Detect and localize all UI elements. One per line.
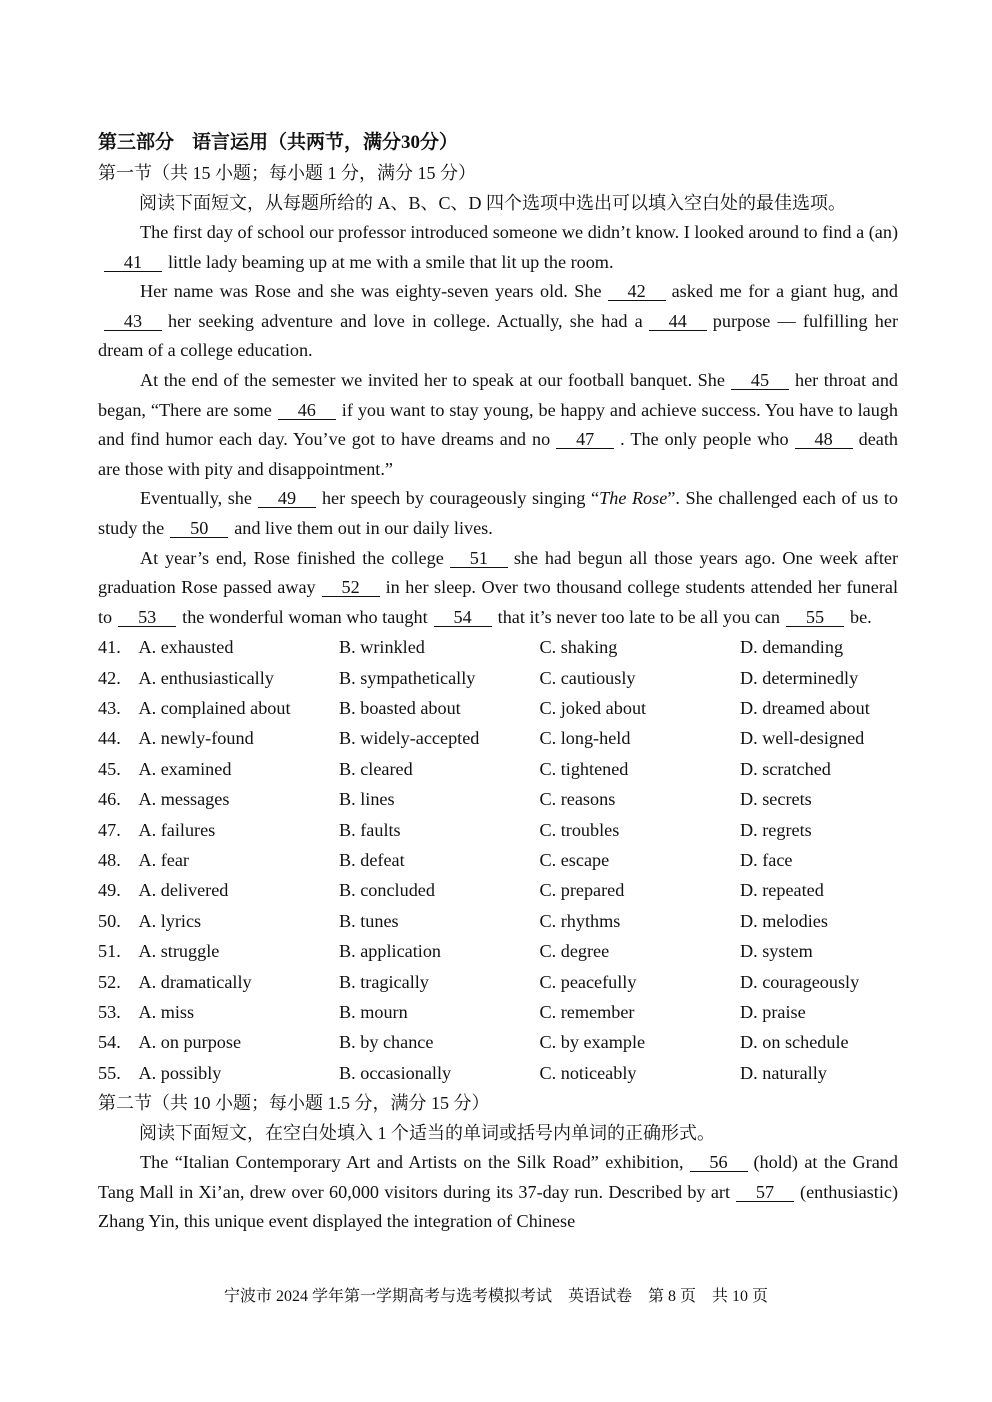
option-c: C. tightened (539, 758, 629, 779)
option-b: B. lines (339, 789, 395, 810)
option-row (98, 1027, 898, 1057)
option-a: A. messages (138, 789, 230, 810)
part2-heading: 第二节（共 10 小题；每小题 1.5 分，满分 15 分） (98, 1093, 490, 1114)
option-b: B. cleared (339, 758, 413, 779)
passage-paragraph-4: Eventually, she 49 her speech by courageously singing “The Rose”. She challenged each of us to study the 50 and live them out in our daily lives. (98, 488, 898, 538)
option-b: B. sympathetically (339, 667, 476, 688)
option-a: A. fear (138, 850, 189, 871)
option-row (98, 906, 898, 936)
option-row (98, 663, 898, 693)
option-b: B. wrinkled (339, 637, 425, 658)
option-b: B. concluded (339, 880, 435, 901)
part1-instruction: 阅读下面短文，从每题所给的 A、B、C、D 四个选项中选出可以填入空白处的最佳选项。 (139, 193, 847, 213)
question-number: 54. (98, 1032, 121, 1053)
option-row (98, 815, 898, 845)
blank-44: 44 (649, 312, 707, 331)
option-c: C. rhythms (539, 910, 621, 931)
option-row (98, 967, 898, 997)
blank-47: 47 (556, 430, 614, 449)
option-b: B. tunes (339, 910, 399, 931)
blank-46: 46 (278, 401, 336, 420)
section-title-sub: 语言运用（共两节，满分30分） (192, 132, 459, 153)
exam-page (98, 128, 898, 1237)
part1-heading: 第一节（共 15 小题；每小题 1 分，满分 15 分） (98, 163, 476, 183)
option-row (98, 997, 898, 1027)
blank-43: 43 (104, 312, 162, 331)
option-c: C. shaking (539, 637, 618, 658)
section-title-main: 第三部分 (98, 132, 175, 153)
option-a: A. exhausted (138, 637, 234, 658)
question-number: 43. (98, 698, 121, 719)
blank-48: 48 (795, 430, 853, 449)
blank-56: 56 (690, 1153, 748, 1172)
blank-52: 52 (322, 578, 380, 597)
option-d: D. melodies (740, 910, 828, 931)
question-number: 52. (98, 971, 121, 992)
option-a: A. delivered (138, 880, 229, 901)
option-d: D. determinedly (740, 667, 859, 688)
option-d: D. on schedule (740, 1032, 849, 1053)
option-a: A. complained about (138, 698, 291, 719)
question-number: 53. (98, 1002, 121, 1022)
blank-55: 55 (786, 608, 844, 627)
option-a: A. examined (138, 758, 232, 779)
option-a: A. struggle (138, 941, 220, 962)
blank-51: 51 (450, 549, 508, 568)
passage-paragraph-1: The first day of school our professor introduced someone we didn’t know. I looked around to find a (an)41 little lady beaming up at me with a smile that lit up the room. (98, 218, 898, 277)
section-title (98, 128, 898, 158)
question-number: 50. (98, 910, 121, 931)
question-number: 46. (98, 789, 121, 810)
option-row (98, 845, 898, 875)
option-c: C. remember (539, 1002, 635, 1022)
question-number: 44. (98, 728, 121, 749)
option-a: A. failures (138, 819, 216, 840)
blank-53: 53 (118, 608, 176, 627)
option-d: D. system (740, 941, 813, 962)
option-d: D. praise (740, 1002, 806, 1022)
option-a: A. lyrics (138, 910, 202, 931)
option-d: D. repeated (740, 880, 824, 901)
option-a: A. possibly (138, 1062, 222, 1083)
option-a: A. enthusiastically (138, 667, 274, 688)
option-b: B. by chance (339, 1032, 434, 1053)
part2-paragraph-1: The “Italian Contemporary Art and Artists on the Silk Road” exhibition, 56 (hold) at the Grand Tang Mall in Xi’an, drew over 60,000 visitors during its 37-day run. Described by art 57 (enthusiastic) Zhang Yin, this unique event displayed the integration of Chinese (98, 1152, 898, 1232)
option-a: A. on purpose (138, 1032, 242, 1053)
option-row (98, 875, 898, 905)
option-row (98, 693, 898, 723)
option-b: B. mourn (339, 1002, 408, 1022)
blank-41: 41 (104, 253, 162, 272)
option-b: B. faults (339, 819, 401, 840)
song-title: The Rose (599, 488, 668, 509)
question-number: 49. (98, 880, 121, 901)
blank-45: 45 (731, 371, 789, 390)
option-b: B. boasted about (339, 698, 461, 719)
option-row (98, 784, 898, 814)
option-c: C. long-held (539, 728, 631, 749)
option-b: B. defeat (339, 850, 405, 871)
option-c: C. prepared (539, 880, 625, 901)
passage-paragraph-5: At year’s end, Rose finished the college 51 she had begun all those years ago. One week after graduation Rose passed away 52 in her sleep. Over two thousand college students attended her funeral to 53 the wonderful woman who taught 54 that it’s never too late to be all you can 55 be. (98, 547, 899, 627)
option-row (98, 1058, 898, 1088)
option-row (98, 723, 898, 753)
question-number: 51. (98, 941, 121, 962)
part2-instruction: 阅读下面短文，在空白处填入 1 个适当的单词或括号内单词的正确形式。 (139, 1123, 715, 1144)
question-number: 47. (98, 819, 121, 840)
option-c: C. escape (539, 850, 610, 871)
option-b: B. occasionally (339, 1062, 452, 1083)
option-d: D. demanding (740, 637, 844, 658)
option-b: B. widely-accepted (339, 728, 480, 749)
option-d: D. dreamed about (740, 698, 870, 719)
option-b: B. application (339, 941, 442, 962)
option-c: C. by example (539, 1032, 646, 1053)
passage-paragraph-3: At the end of the semester we invited her to speak at our football banquet. She 45 her throat and began, “There are some 46 if you want to stay young, be happy and achieve success. You have to laugh and find humor each day. You’ve got to have dreams and no 47 . The only people who 48 death are those with pity and disappointment.” (98, 369, 899, 479)
option-d: D. secrets (740, 789, 812, 810)
option-d: D. naturally (740, 1062, 827, 1083)
blank-42: 42 (608, 282, 666, 301)
option-d: D. scratched (740, 758, 831, 779)
option-row (98, 632, 898, 662)
option-a: A. dramatically (138, 971, 252, 992)
blank-50: 50 (170, 519, 228, 538)
blank-49: 49 (258, 489, 316, 508)
option-d: D. face (740, 850, 793, 871)
option-a: A. miss (138, 1002, 195, 1022)
question-number: 48. (98, 850, 121, 871)
blank-57: 57 (736, 1183, 794, 1202)
passage-paragraph-2: Her name was Rose and she was eighty-seven years old. She 42 asked me for a giant hug, and43 her seeking adventure and love in college. Actually, she had a 44 purpose — fulfilling her dream of a college education. (98, 281, 898, 361)
option-d: D. regrets (740, 819, 812, 840)
option-c: C. noticeably (539, 1062, 637, 1083)
question-number: 42. (98, 667, 121, 688)
question-number: 45. (98, 758, 121, 779)
options-list (98, 632, 898, 1088)
option-d: D. well-designed (740, 728, 865, 749)
option-c: C. cautiously (539, 667, 636, 688)
option-c: C. degree (539, 941, 610, 962)
option-d: D. courageously (740, 971, 860, 992)
page-footer: 宁波市 2024 学年第一学期高考与选考模拟考试 英语试卷 第 8 页 共 10 页 (223, 1288, 768, 1305)
question-number: 41. (98, 637, 121, 658)
option-c: C. reasons (539, 789, 616, 810)
question-number: 55. (98, 1062, 121, 1083)
blank-54: 54 (434, 608, 492, 627)
option-a: A. newly-found (138, 728, 254, 749)
option-c: C. peacefully (539, 971, 637, 992)
option-row (98, 754, 898, 784)
option-c: C. troubles (539, 819, 620, 840)
option-b: B. tragically (339, 971, 429, 992)
option-row (98, 936, 898, 966)
option-c: C. joked about (539, 698, 647, 719)
